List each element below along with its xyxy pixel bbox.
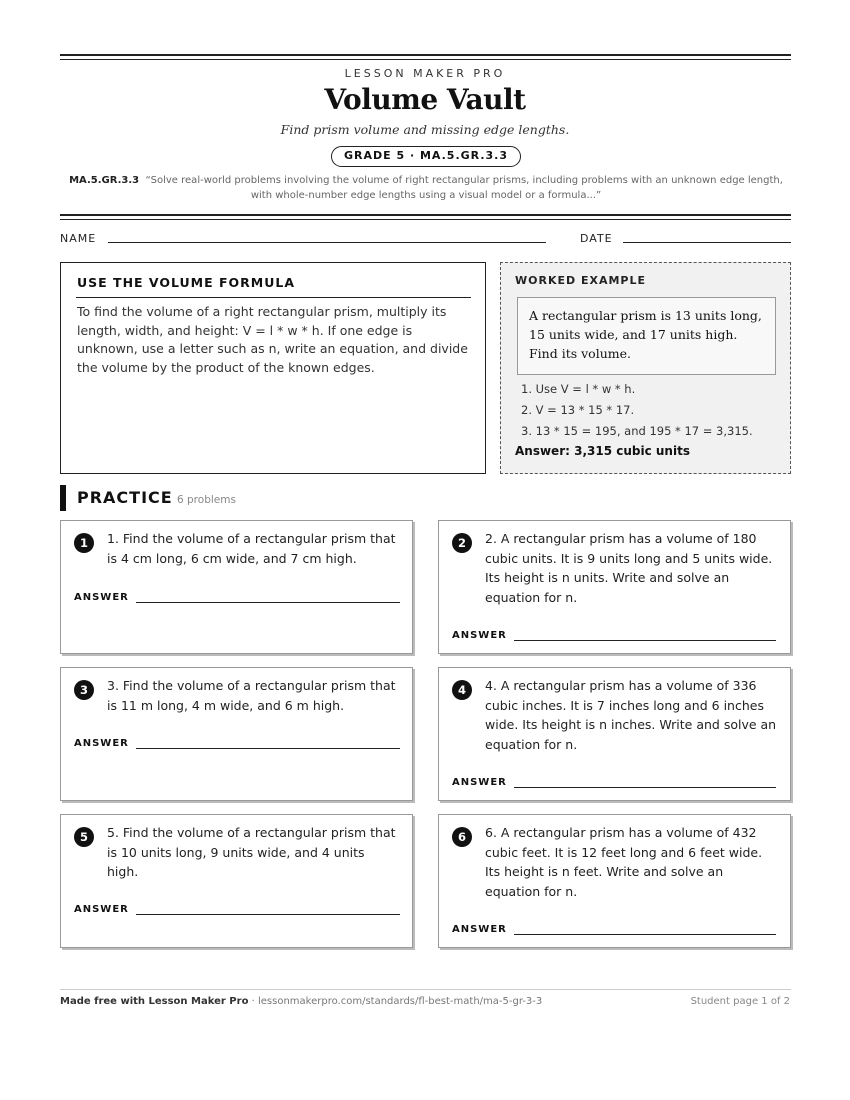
standard-text: “Solve real-world problems involving the volume of right rectangular prisms, including problems with an unknown edge length, with whole-number edge lengths using a visual model or a formula...”: [145, 175, 783, 201]
practice-count: 6 problems: [177, 494, 236, 506]
problem-number-badge: 3: [74, 680, 94, 700]
problem-number-badge: 4: [452, 680, 472, 700]
footer-page-number: Student page 1 of 2: [690, 996, 790, 1007]
grade-badge: GRADE 5 · MA.5.GR.3.3: [331, 146, 521, 167]
problem-card-1: [60, 520, 413, 654]
worked-example-step: 2. V = 13 * 15 * 17.: [521, 403, 635, 417]
footer-credit: [60, 996, 542, 1007]
name-field[interactable]: [108, 242, 546, 243]
problem-number-badge: 6: [452, 827, 472, 847]
page-subtitle: Find prism volume and missing edge lengths.: [280, 122, 570, 137]
date-label: DATE: [580, 232, 613, 245]
answer-label: ANSWER: [452, 924, 507, 935]
worked-example-heading: WORKED EXAMPLE: [515, 274, 646, 287]
answer-line[interactable]: [514, 934, 776, 935]
worked-example-steps: [521, 379, 753, 442]
answer-line[interactable]: [136, 748, 400, 749]
formula-heading: USE THE VOLUME FORMULA: [77, 275, 296, 290]
problem-card-5: [60, 814, 413, 948]
problem-prompt: 2. A rectangular prism has a volume of 180 cubic units. It is 9 units long and 5 units wide. Its height is n units. Write and solve an equation for n.: [485, 531, 773, 605]
footer-url[interactable]: · lessonmakerpro.com/standards/fl-best-math/ma-5-gr-3-3: [251, 996, 543, 1007]
brand-name: LESSON MAKER PRO: [344, 67, 506, 80]
standard-code: MA.5.GR.3.3: [69, 175, 140, 186]
formula-heading-rule: [76, 297, 471, 298]
header-bottom-rule-thin: [60, 219, 791, 220]
answer-label: ANSWER: [452, 630, 507, 641]
problem-prompt: 3. Find the volume of a rectangular prism that is 11 m long, 4 m wide, and 6 m high.: [107, 678, 396, 713]
name-label: NAME: [60, 232, 97, 245]
problem-card-6: [438, 814, 791, 948]
problem-prompt: 4. A rectangular prism has a volume of 336 cubic inches. It is 7 inches long and 6 inches wide. Its height is n inches. Write and solve an equation for n.: [485, 678, 777, 752]
answer-line[interactable]: [136, 914, 400, 915]
worked-example-step: 3. 13 * 15 = 195, and 195 * 17 = 3,315.: [521, 424, 753, 438]
practice-heading: PRACTICE: [77, 488, 173, 507]
answer-label: ANSWER: [74, 738, 129, 749]
page-title: Volume Vault: [324, 83, 526, 116]
worked-example-section: [500, 262, 791, 474]
worked-example-step: 1. Use V = l * w * h.: [521, 382, 636, 396]
problem-number-badge: 5: [74, 827, 94, 847]
problem-number-badge: 2: [452, 533, 472, 553]
answer-line[interactable]: [514, 640, 776, 641]
problem-prompt: 1. Find the volume of a rectangular prism that is 4 cm long, 6 cm wide, and 7 cm high.: [107, 531, 396, 566]
problem-card-3: [60, 667, 413, 801]
formula-body: To find the volume of a right rectangular prism, multiply its length, width, and height: V = l * w * h. If one edge is unknown, use a letter such as n, write an equation, and divide the volume by the product of the known edges.: [77, 304, 468, 375]
problem-card-2: [438, 520, 791, 654]
answer-label: ANSWER: [74, 904, 129, 915]
problem-prompt: 5. Find the volume of a rectangular prism that is 10 units long, 9 units wide, and 4 units high.: [107, 825, 396, 879]
answer-label: ANSWER: [74, 592, 129, 603]
standard-description: [62, 173, 790, 203]
answer-line[interactable]: [514, 787, 776, 788]
date-field[interactable]: [623, 242, 791, 243]
answer-label: ANSWER: [452, 777, 507, 788]
formula-section: [60, 262, 486, 474]
footer-made-with: Made free with Lesson Maker Pro: [60, 996, 249, 1007]
practice-accent-bar: [60, 485, 66, 511]
answer-line[interactable]: [136, 602, 400, 603]
header-top-rule: [60, 54, 791, 56]
problem-card-4: [438, 667, 791, 801]
header-top-rule-thin: [60, 59, 791, 60]
header-bottom-rule: [60, 214, 791, 216]
problem-number-badge: 1: [74, 533, 94, 553]
footer-rule: [60, 989, 791, 990]
problem-prompt: 6. A rectangular prism has a volume of 432 cubic feet. It is 12 feet long and 6 feet wide. Its height is n feet. Write and solve an equation for n.: [485, 825, 763, 899]
worked-example-prompt: A rectangular prism is 13 units long, 15 units wide, and 17 units high. Find its volume.: [517, 297, 776, 375]
worked-example-answer: Answer: 3,315 cubic units: [515, 444, 690, 458]
